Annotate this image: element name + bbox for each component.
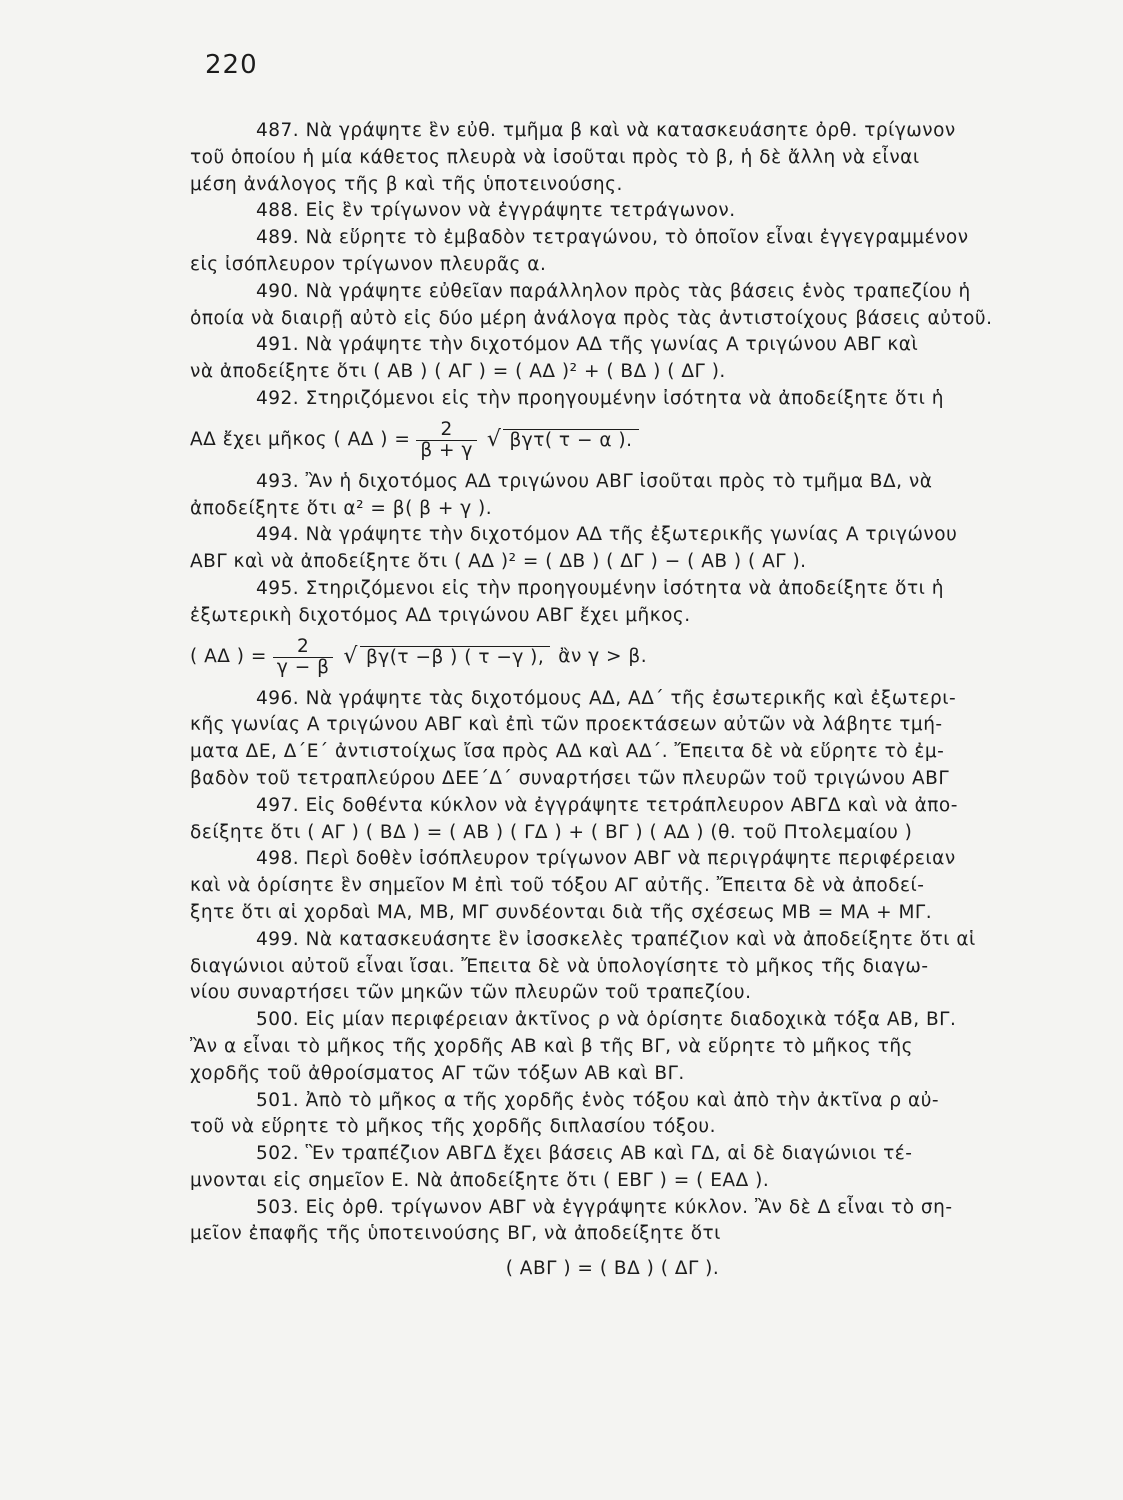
text-line: 493. Ἂν ἡ διχοτόμος ΑΔ τριγώνου ΑΒΓ ἰσοῦται πρὸς τὸ τμῆμα ΒΔ, νὰ [256, 470, 933, 492]
exercise-paragraph [190, 118, 1035, 198]
text-line: τοῦ νὰ εὕρητε τὸ μῆκος τῆς χορδῆς διπλασίου τόξου. [190, 1116, 716, 1138]
fraction-denominator: γ − β [273, 657, 334, 678]
text-line: 491. Νὰ γράψητε τὴν διχοτόμον ΑΔ τῆς γωνίας Α τριγώνου ΑΒΓ καὶ [256, 334, 919, 356]
square-root [487, 427, 639, 454]
page-body [190, 118, 1035, 1290]
text-line: μνονται εἰς σημεῖον Ε. Νὰ ἀποδείξητε ὅτι ( ΕΒΓ ) = ( ΕΑΔ ). [190, 1169, 770, 1191]
exercise-paragraph [190, 522, 1035, 576]
text-line: 496. Νὰ γράψητε τὰς διχοτόμους ΑΔ, ΑΔ΄ τῆς ἐσωτερικῆς καὶ ἐξωτερι- [256, 687, 957, 709]
text-line: ἀποδείξητε ὅτι α² = β( β + γ ). [190, 497, 493, 519]
fraction [273, 637, 334, 678]
text-line: 502. Ἓν τραπέζιον ΑΒΓΔ ἔχει βάσεις ΑΒ καὶ ΓΔ, αἱ δὲ διαγώνιοι τέ- [256, 1143, 913, 1165]
text-line: ΑΒΓ καὶ νὰ ἀποδείξητε ὅτι ( ΑΔ )² = ( ΔΒ ) ( ΔΓ ) − ( ΑΒ ) ( ΑΓ ). [190, 551, 807, 573]
formula-lead: ( ΑΔ ) = [190, 646, 267, 668]
formula-492 [190, 417, 1035, 465]
formula-495 [190, 634, 1035, 682]
text-line: 501. Ἀπὸ τὸ μῆκος α τῆς χορδῆς ἑνὸς τόξου καὶ ἀπὸ τὴν ἀκτῖνα ρ αὐ- [256, 1089, 940, 1111]
square-root [343, 644, 550, 671]
formula-condition: ἂν γ > β. [558, 646, 648, 668]
radicand: βγτ( τ − α ). [503, 429, 638, 452]
exercise-paragraph [190, 198, 1035, 225]
text-line: 495. Στηριζόμενοι εἰς τὴν προηγουμένην ἰσότητα νὰ ἀποδείξητε ὅτι ἡ [256, 577, 944, 599]
text-line: Ἂν α εἶναι τὸ μῆκος τῆς χορδῆς ΑΒ καὶ β τῆς ΒΓ, νὰ εὕρητε τὸ μῆκος τῆς [190, 1035, 914, 1057]
text-line: μεῖον ἐπαφῆς τῆς ὑποτεινούσης ΒΓ, νὰ ἀποδείξητε ὅτι [190, 1223, 721, 1245]
exercise-paragraph [190, 469, 1035, 523]
exercise-paragraph [190, 1088, 1035, 1142]
formula-text: ( ΑΒΓ ) = ( ΒΔ ) ( ΔΓ ). [505, 1257, 720, 1279]
formula-503 [190, 1252, 1035, 1286]
exercise-paragraph [190, 332, 1035, 386]
radicand: βγ(τ −β ) ( τ −γ ), [360, 646, 550, 669]
text-line: ματα ΔΕ, Δ΄Ε΄ ἀντιστοίχως ἴσα πρὸς ΑΔ καὶ ΑΔ΄. Ἔπειτα δὲ νὰ εὕρητε τὸ ἐμ- [190, 741, 945, 763]
text-line: χορδῆς τοῦ ἀθροίσματος ΑΓ τῶν τόξων ΑΒ καὶ ΒΓ. [190, 1062, 685, 1084]
text-line: 500. Εἰς μίαν περιφέρειαν ἀκτῖνος ρ νὰ ὁρίσητε διαδοχικὰ τόξα ΑΒ, ΒΓ. [256, 1009, 957, 1031]
exercise-paragraph [190, 686, 1035, 793]
text-line: 498. Περὶ δοθὲν ἰσόπλευρον τρίγωνον ΑΒΓ νὰ περιγράψητε περιφέρειαν [256, 848, 956, 870]
text-line: κῆς γωνίας Α τριγώνου ΑΒΓ καὶ ἐπὶ τῶν προεκτάσεων αὐτῶν νὰ λάβητε τμή- [190, 714, 943, 736]
text-line: 492. Στηριζόμενοι εἰς τὴν προηγουμένην ἰσότητα νὰ ἀποδείξητε ὅτι ἡ [256, 387, 944, 409]
text-line: μέση ἀνάλογος τῆς β καὶ τῆς ὑποτεινούσης. [190, 173, 623, 195]
fraction-denominator: β + γ [416, 440, 477, 461]
exercise-paragraph [190, 1007, 1035, 1087]
exercise-paragraph [190, 1141, 1035, 1195]
fraction-numerator: 2 [297, 636, 310, 658]
page-number: 220 [205, 50, 258, 80]
exercise-paragraph [190, 225, 1035, 279]
text-line: 494. Νὰ γράψητε τὴν διχοτόμον ΑΔ τῆς ἐξωτερικῆς γωνίας Α τριγώνου [256, 524, 958, 546]
exercise-paragraph [190, 1195, 1035, 1249]
fraction-numerator: 2 [440, 419, 453, 441]
text-line: ἐξωτερικὴ διχοτόμος ΑΔ τριγώνου ΑΒΓ ἔχει μῆκος. [190, 604, 691, 626]
exercise-paragraph [190, 279, 1035, 333]
fraction [416, 420, 477, 461]
text-line: 488. Εἰς ἓν τρίγωνον νὰ ἐγγράψητε τετράγωνον. [256, 200, 736, 222]
text-line: διαγώνιοι αὐτοῦ εἶναι ἴσαι. Ἔπειτα δὲ νὰ ὑπολογίσητε τὸ μῆκος τῆς διαγω- [190, 955, 929, 977]
sqrt-sign: √ [343, 644, 358, 670]
text-line: ξητε ὅτι αἱ χορδαὶ ΜΑ, ΜΒ, ΜΓ συνδέονται διὰ τῆς σχέσεως ΜΒ = ΜΑ + ΜΓ. [190, 901, 933, 923]
text-line: βαδὸν τοῦ τετραπλεύρου ΔΕΕ΄Δ΄ συναρτήσει τῶν πλευρῶν τοῦ τριγώνου ΑΒΓ [190, 767, 950, 789]
text-line: 503. Εἰς ὀρθ. τρίγωνον ΑΒΓ νὰ ἐγγράψητε κύκλον. Ἂν δὲ Δ εἶναι τὸ ση- [256, 1196, 953, 1218]
text-line: 489. Νὰ εὕρητε τὸ ἐμβαδὸν τετραγώνου, τὸ ὁποῖον εἶναι ἐγγεγραμμένον [256, 227, 969, 249]
text-line: ὁποία νὰ διαιρῇ αὐτὸ εἰς δύο μέρη ἀνάλογα πρὸς τὰς ἀντιστοίχους βάσεις αὐτοῦ. [190, 307, 993, 329]
text-line: δείξητε ὅτι ( ΑΓ ) ( ΒΔ ) = ( ΑΒ ) ( ΓΔ ) + ( ΒΓ ) ( ΑΔ ) (θ. τοῦ Πτολεμαίου ) [190, 821, 913, 843]
text-line: 490. Νὰ γράψητε εὐθεῖαν παράλληλον πρὸς τὰς βάσεις ἑνὸς τραπεζίου ἡ [256, 280, 971, 302]
exercise-paragraph [190, 846, 1035, 926]
text-line: εἰς ἰσόπλευρον τρίγωνον πλευρᾶς α. [190, 253, 547, 275]
sqrt-sign: √ [486, 427, 502, 453]
text-line: 497. Εἰς δοθέντα κύκλον νὰ ἐγγράψητε τετράπλευρον ΑΒΓΔ καὶ νὰ ἀπο- [256, 794, 958, 816]
exercise-paragraph [190, 386, 1035, 413]
exercise-paragraph [190, 927, 1035, 1007]
text-line: νὰ ἀποδείξητε ὅτι ( ΑΒ ) ( ΑΓ ) = ( ΑΔ )² + ( ΒΔ ) ( ΔΓ ). [190, 361, 726, 383]
text-line: 487. Νὰ γράψητε ἓν εὐθ. τμῆμα β καὶ νὰ κατασκευάσητε ὀρθ. τρίγωνον [256, 120, 956, 141]
text-line: καὶ νὰ ὁρίσητε ἓν σημεῖον Μ ἐπὶ τοῦ τόξου ΑΓ αὐτῆς. Ἔπειτα δὲ νὰ ἀποδεί- [190, 875, 925, 897]
exercise-paragraph [190, 576, 1035, 630]
exercise-paragraph [190, 793, 1035, 847]
text-line: νίου συναρτήσει τῶν μηκῶν τῶν πλευρῶν τοῦ τραπεζίου. [190, 982, 752, 1004]
text-line: 499. Νὰ κατασκευάσητε ἓν ἰσοσκελὲς τραπέζιον καὶ νὰ ἀποδείξητε ὅτι αἱ [256, 928, 976, 950]
formula-lead: ΑΔ ἔχει μῆκος ( ΑΔ ) = [190, 429, 411, 451]
text-line: τοῦ ὁποίου ἡ μία κάθετος πλευρὰ νὰ ἰσοῦται πρὸς τὸ β, ἡ δὲ ἄλλη νὰ εἶναι [190, 146, 920, 168]
